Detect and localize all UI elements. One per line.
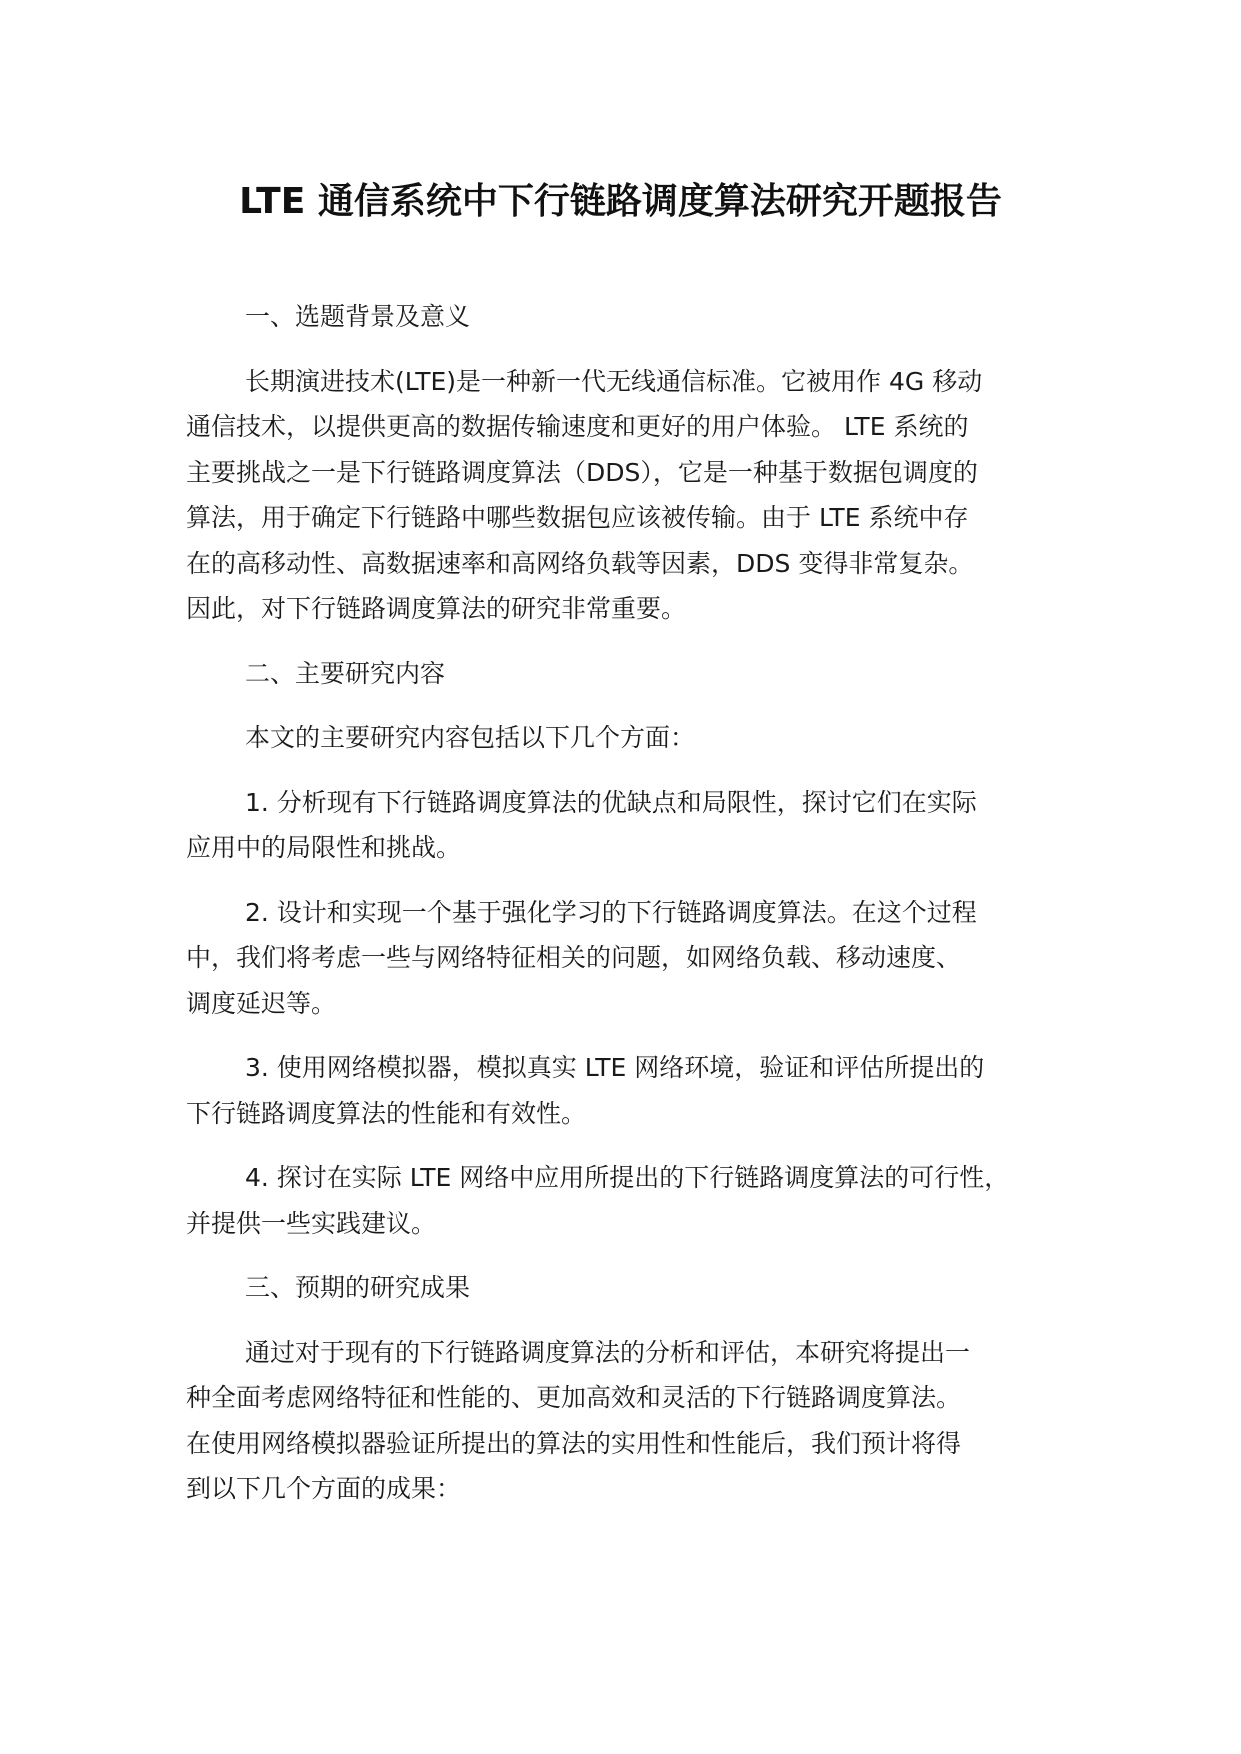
paragraph-line: 长期演进技术(LTE)是一种新一代无线通信标准。它被用作 4G 移动 bbox=[245, 366, 983, 396]
paragraph bbox=[186, 715, 1091, 761]
paragraph bbox=[186, 359, 1091, 632]
document-body bbox=[186, 294, 1091, 1531]
paragraph-line: 3. 使用网络模拟器，模拟真实 LTE 网络环境，验证和评估所提出的 bbox=[245, 1053, 985, 1082]
document-title: LTE 通信系统中下行链路调度算法研究开题报告 bbox=[239, 181, 1002, 222]
paragraph-line: 一、选题背景及意义 bbox=[245, 302, 471, 331]
paragraph-line: 种全面考虑网络特征和性能的、更加高效和灵活的下行链路调度算法。 bbox=[186, 1383, 962, 1412]
paragraph-line: 通过对于现有的下行链路调度算法的分析和评估，本研究将提出一 bbox=[245, 1337, 971, 1367]
list-item bbox=[186, 780, 1091, 871]
paragraph-line: 1. 分析现有下行链路调度算法的优缺点和局限性，探讨它们在实际 bbox=[245, 787, 977, 817]
paragraph-line: 算法，用于确定下行链路中哪些数据包应该被传输。由于 LTE 系统中存 bbox=[186, 503, 969, 532]
section-heading bbox=[186, 294, 1091, 340]
paragraph-line: 到以下几个方面的成果： bbox=[186, 1474, 462, 1503]
paragraph-line: 本文的主要研究内容包括以下几个方面： bbox=[245, 723, 696, 752]
list-item bbox=[186, 890, 1091, 1027]
paragraph-line: 在使用网络模拟器验证所提出的算法的实用性和性能后，我们预计将得 bbox=[186, 1428, 962, 1458]
paragraph-line: 中，我们将考虑一些与网络特征相关的问题，如网络负载、移动速度、 bbox=[186, 943, 962, 972]
paragraph-line: 通信技术，以提供更高的数据传输速度和更好的用户体验。 LTE 系统的 bbox=[186, 412, 969, 441]
paragraph-line: 在的高移动性、高数据速率和高网络负载等因素，DDS 变得非常复杂。 bbox=[186, 548, 974, 578]
paragraph-line: 三、预期的研究成果 bbox=[245, 1273, 471, 1302]
list-item bbox=[186, 1045, 1091, 1136]
paragraph-line: 下行链路调度算法的性能和有效性。 bbox=[186, 1098, 587, 1128]
section-heading bbox=[186, 651, 1091, 697]
paragraph-line: 4. 探讨在实际 LTE 网络中应用所提出的下行链路调度算法的可行性， bbox=[245, 1163, 1010, 1192]
paragraph-line: 应用中的局限性和挑战。 bbox=[186, 833, 462, 862]
paragraph-line: 调度延迟等。 bbox=[186, 988, 337, 1018]
paragraph-line: 并提供一些实践建议。 bbox=[186, 1208, 437, 1238]
list-item bbox=[186, 1155, 1091, 1246]
paragraph bbox=[186, 1330, 1091, 1512]
paragraph-line: 主要挑战之一是下行链路调度算法（DDS），它是一种基于数据包调度的 bbox=[186, 457, 978, 487]
paragraph-line: 因此，对下行链路调度算法的研究非常重要。 bbox=[186, 594, 687, 623]
paragraph-line: 二、主要研究内容 bbox=[245, 658, 446, 688]
section-heading bbox=[186, 1265, 1091, 1311]
paragraph-line: 2. 设计和实现一个基于强化学习的下行链路调度算法。在这个过程 bbox=[245, 897, 977, 927]
